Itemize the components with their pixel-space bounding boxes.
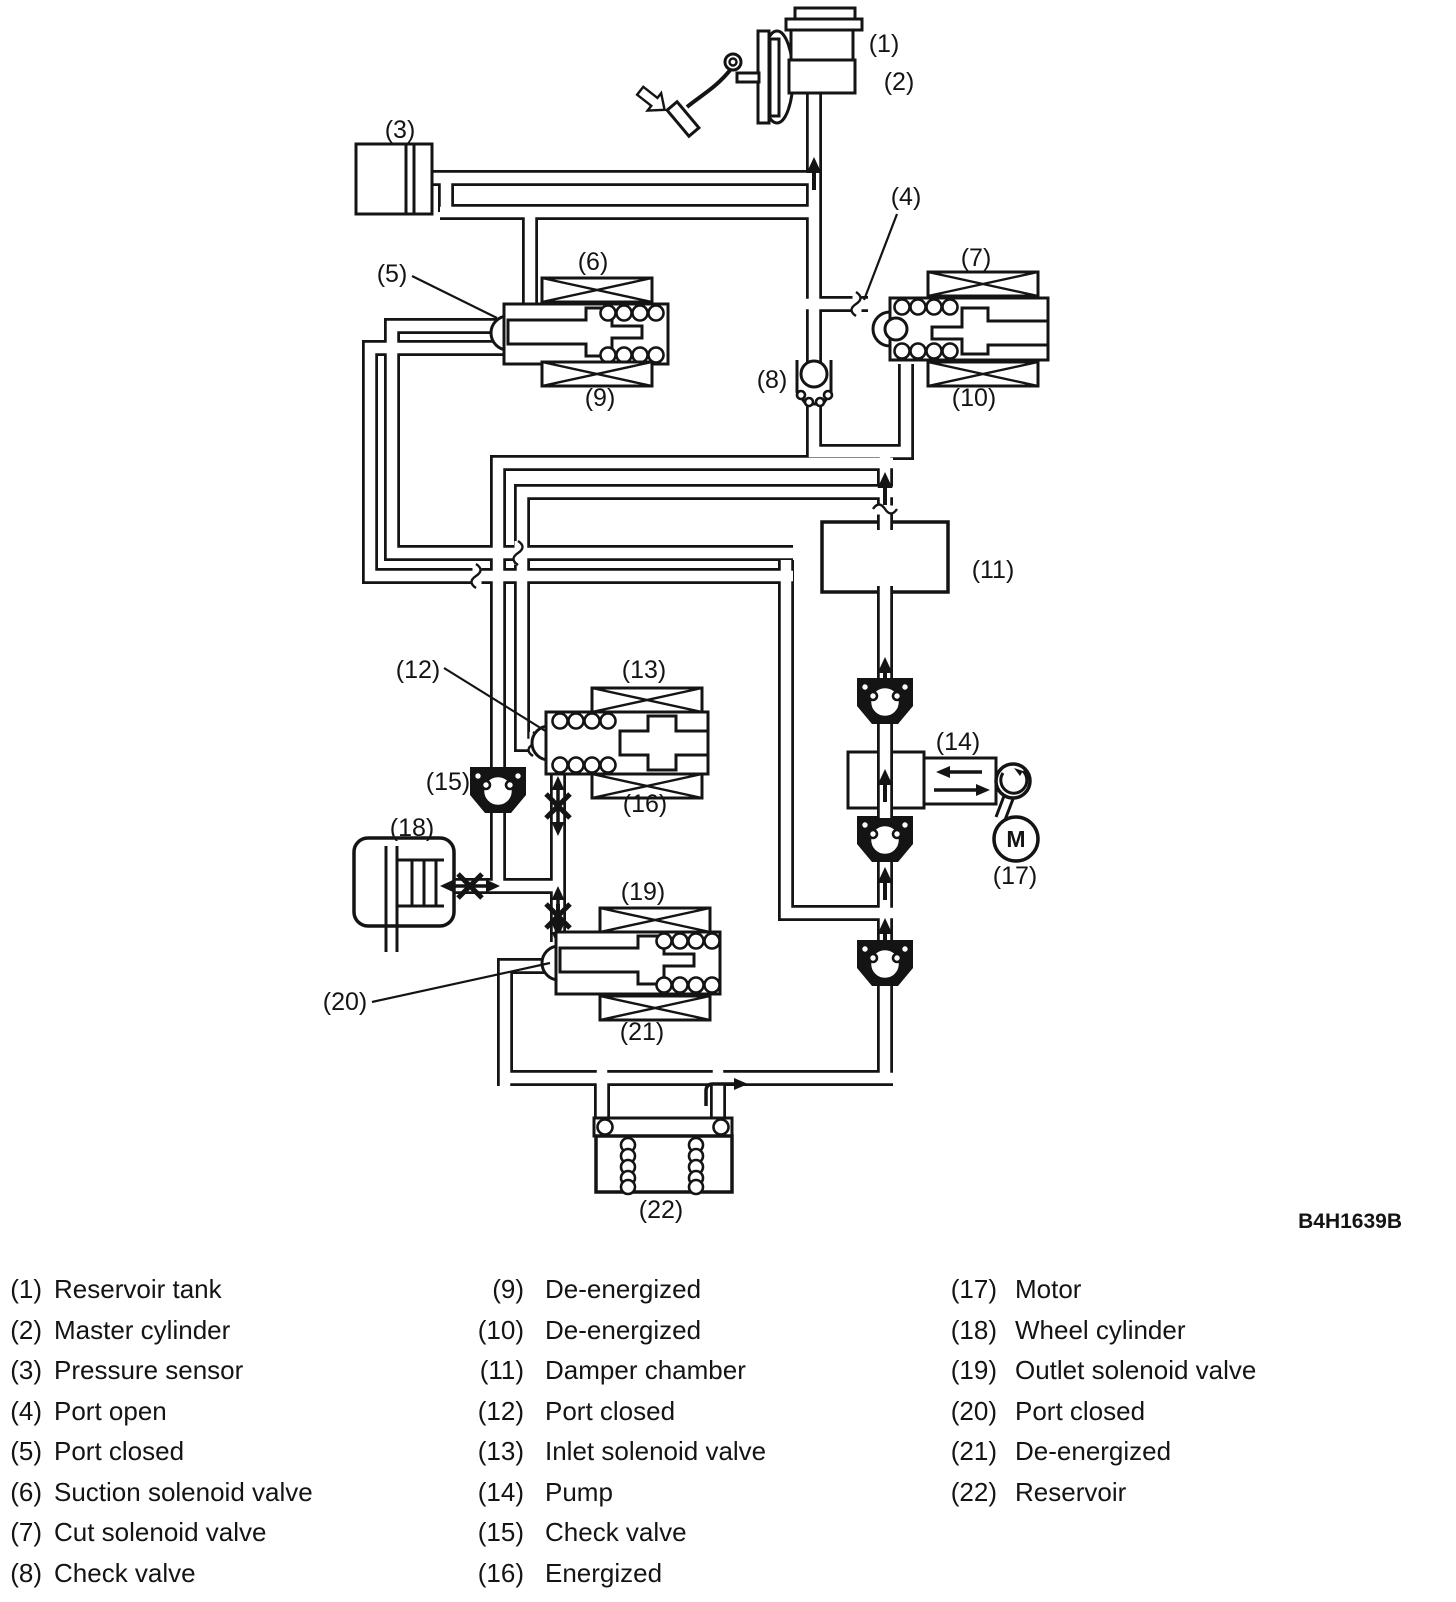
callout-17: (17) (992, 862, 1038, 890)
legend-item-3 (10, 1356, 243, 1384)
legend-item-9 (468, 1275, 701, 1303)
legend-item-number: (18) (950, 1315, 997, 1345)
callout-20: (20) (322, 988, 368, 1016)
callout-11: (11) (971, 556, 1015, 584)
legend-item-label: Check valve (54, 1558, 196, 1588)
legend-item-label: De-energized (1015, 1436, 1172, 1466)
solenoid-coil-icon (600, 908, 710, 932)
legend-item-label: Damper chamber (545, 1355, 746, 1385)
legend-item-label: Port closed (54, 1436, 185, 1466)
callout-9: (9) (584, 384, 616, 412)
callout-22: (22) (638, 1196, 684, 1224)
master-cylinder-assembly (633, 8, 862, 136)
legend-item-label: Reservoir tank (54, 1274, 222, 1304)
legend-item-label: De-energized (545, 1315, 702, 1345)
legend-item-number: (9) (492, 1274, 524, 1304)
legend-item-10 (468, 1316, 701, 1344)
legend-item-17 (939, 1275, 1081, 1303)
damper-chamber (822, 522, 948, 592)
legend-item-label: Energized (545, 1558, 663, 1588)
legend-item-13 (468, 1437, 766, 1465)
legend-item-number: (19) (950, 1355, 997, 1385)
callout-16: (16) (622, 790, 668, 818)
reservoir-tank (791, 30, 853, 60)
check-ball-icon (801, 361, 827, 387)
legend-item-2 (10, 1316, 230, 1344)
legend-item-19 (939, 1356, 1256, 1384)
callout-6: (6) (577, 248, 609, 276)
legend-item-number: (12) (477, 1396, 524, 1426)
legend-item-number: (1) (10, 1274, 42, 1304)
callout-15: (15) (425, 768, 471, 796)
legend-item-16 (468, 1559, 662, 1587)
legend-item-6 (10, 1478, 313, 1506)
legend-item-12 (468, 1397, 675, 1425)
callout-19: (19) (620, 878, 666, 906)
legend-item-label: Master cylinder (54, 1315, 231, 1345)
legend-item-label: Port closed (545, 1396, 676, 1426)
legend-item-number: (5) (10, 1436, 42, 1466)
legend-item-22 (939, 1478, 1126, 1506)
callout-4: (4) (890, 183, 922, 211)
callout-12: (12) (395, 656, 441, 684)
legend-item-number: (17) (950, 1274, 997, 1304)
legend-item-label: Port closed (1015, 1396, 1146, 1426)
legend-item-number: (4) (10, 1396, 42, 1426)
solenoid-coil-icon (542, 278, 652, 302)
closed-path-x-icon (546, 776, 570, 836)
legend-item-label: De-energized (545, 1274, 702, 1304)
legend-item-number: (15) (477, 1517, 524, 1547)
solenoid-coil-icon (600, 996, 710, 1020)
legend-item-label: Suction solenoid valve (54, 1477, 313, 1507)
callout-5: (5) (376, 260, 408, 288)
legend-item-number: (13) (477, 1436, 524, 1466)
solenoid-coil-icon (542, 362, 652, 386)
legend-item-5 (10, 1437, 184, 1465)
legend-item-20 (939, 1397, 1145, 1425)
callout-21: (21) (619, 1018, 665, 1046)
legend-item-number: (21) (950, 1436, 997, 1466)
legend-item-8 (10, 1559, 196, 1587)
legend-item-14 (468, 1478, 613, 1506)
callout-18: (18) (389, 814, 435, 842)
legend-item-4 (10, 1397, 167, 1425)
wheel-cylinder (354, 838, 454, 952)
callout-7: (7) (960, 244, 992, 272)
legend-item-number: (20) (950, 1396, 997, 1426)
legend-item-15 (468, 1518, 687, 1546)
legend-item-label: Port open (54, 1396, 167, 1426)
callout-1: (1) (868, 30, 900, 58)
master-cylinder-body (789, 60, 855, 93)
figure-code: B4H1639B (1298, 1210, 1402, 1233)
legend-item-label: Inlet solenoid valve (545, 1436, 767, 1466)
callout-2: (2) (883, 68, 915, 96)
legend-item-number: (16) (477, 1558, 524, 1588)
legend-item-label: Outlet solenoid valve (1015, 1355, 1257, 1385)
legend-item-number: (7) (10, 1517, 42, 1547)
legend-item-label: Pump (545, 1477, 613, 1507)
legend-item-7 (10, 1518, 266, 1546)
legend-item-label: Motor (1015, 1274, 1082, 1304)
suction-solenoid-valve (491, 278, 668, 386)
legend-item-label: Pressure sensor (54, 1355, 244, 1385)
legend-item-label: Cut solenoid valve (54, 1517, 267, 1547)
check-valve-icon (857, 940, 913, 986)
callout-14: (14) (935, 728, 981, 756)
callout-8: (8) (756, 366, 788, 394)
check-valve-icon (857, 816, 913, 862)
legend-item-number: (10) (477, 1315, 524, 1345)
push-rod (737, 73, 759, 82)
solenoid-coil-icon (928, 272, 1038, 296)
solenoid-coil-icon (592, 688, 702, 712)
pressure-sensor (356, 144, 432, 214)
legend-item-1 (10, 1275, 222, 1303)
legend-item-21 (939, 1437, 1171, 1465)
pedal-force-arrow-icon (633, 82, 671, 118)
legend-item-number: (3) (10, 1355, 42, 1385)
legend-item-label: Wheel cylinder (1015, 1315, 1186, 1345)
motor-letter: M (1006, 826, 1026, 852)
callout-3: (3) (384, 116, 416, 144)
legend-item-18 (939, 1316, 1186, 1344)
callout-10: (10) (951, 384, 997, 412)
callout-13: (13) (621, 656, 667, 684)
check-valve-icon (470, 767, 526, 813)
legend-item-number: (22) (950, 1477, 997, 1507)
legend-item-number: (8) (10, 1558, 42, 1588)
valve-ball-icon (885, 318, 907, 340)
solenoid-coil-icon (928, 362, 1038, 386)
pedal-arm (687, 69, 731, 107)
legend-item-number: (14) (477, 1477, 524, 1507)
check-valve-icon (857, 678, 913, 724)
legend-item-number: (2) (10, 1315, 42, 1345)
brake-pedal (667, 102, 699, 136)
legend-item-label: Reservoir (1015, 1477, 1127, 1507)
legend-item-number: (11) (479, 1355, 524, 1385)
legend-item-number: (6) (10, 1477, 42, 1507)
legend-item-label: Check valve (545, 1517, 687, 1547)
legend-item-11 (468, 1356, 746, 1384)
